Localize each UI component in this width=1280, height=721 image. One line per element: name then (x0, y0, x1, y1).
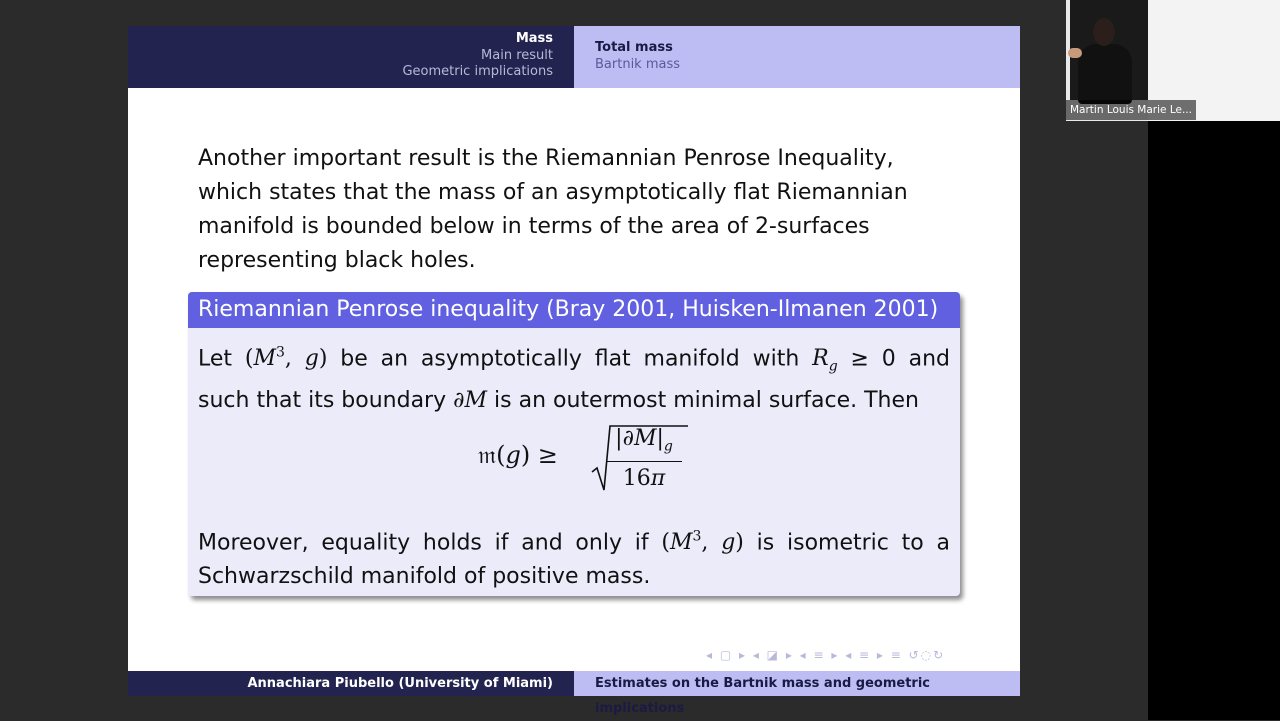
intro-line: Another important result is the Riemannian Penrose Inequality, (198, 146, 894, 171)
nav-subsection-bartnik-mass[interactable]: Bartnik mass (595, 57, 681, 72)
footer-title: Estimates on the Bartnik mass and geometric implications (574, 671, 1020, 696)
speaker-body (1078, 44, 1132, 104)
fraction-numerator: $|\partial M|_g$ (606, 424, 682, 462)
math-manifold-2: ($M^3$, g) (661, 528, 744, 556)
math-manifold: ($M^3$, g) (244, 345, 328, 372)
theorem-line-3 (198, 520, 950, 560)
intro-line: representing black holes. (198, 248, 476, 273)
theorem-geq-zero: ≥ 0 and (850, 346, 950, 372)
speaker-hand (1068, 48, 1082, 58)
theorem-line-1 (198, 336, 950, 384)
presentation-slide (128, 26, 1020, 716)
video-sidebar-area (1148, 121, 1280, 720)
intro-line: manifold is bounded below in terms of the area of 2-surfaces (198, 214, 870, 239)
theorem-be-text: be an asymptotically flat manifold with (340, 346, 800, 372)
theorem-such-that: such that its boundary (198, 387, 447, 413)
speaker-head (1093, 18, 1115, 46)
theorem-moreover: Moreover, equality holds if and only if (198, 530, 649, 556)
footer-author: Annachiara Piubello (University of Miami) (128, 671, 574, 696)
theorem-let: Let (198, 346, 233, 372)
theorem-body (188, 328, 960, 594)
penrose-formula (198, 418, 950, 520)
nav-section-main-result[interactable]: Main result (481, 47, 553, 63)
theorem-outermost: is an outermost minimal surface. Then (494, 387, 919, 413)
theorem-line-4: Schwarzschild manifold of positive mass. (198, 564, 651, 590)
nav-section-mass[interactable]: Mass (515, 31, 553, 46)
formula-fraction (606, 424, 682, 496)
theorem-line-2 (198, 384, 950, 418)
beamer-navigation-icons[interactable]: ◂ ▢ ▸ ◂ ◪ ▸ ◂ ≡ ▸ ◂ ≡ ▸ ≡ ↺◌↻ (706, 648, 946, 662)
header-subsection-nav (574, 26, 1020, 88)
theorem-title: Riemannian Penrose inequality (Bray 2001, Huisken-Ilmanen 2001) (188, 292, 960, 328)
header-section-nav (128, 26, 574, 88)
intro-line: which states that the mass of an asymptotically flat Riemannian (198, 180, 908, 205)
nav-section-geometric-implications[interactable]: Geometric implications (402, 64, 553, 79)
participant-name-label: Martin Louis Marie Le... (1066, 100, 1196, 120)
theorem-block (188, 292, 960, 596)
intro-paragraph (198, 142, 958, 278)
math-boundary: ∂M (453, 387, 488, 413)
formula-lhs: 𝔪(g) ≥ (478, 440, 558, 469)
fraction-denominator: 16π (622, 466, 666, 492)
theorem-isometric: is isometric to a (756, 530, 950, 556)
nav-subsection-total-mass[interactable]: Total mass (595, 40, 673, 55)
math-scalar-curvature: $R_g$ (812, 346, 838, 375)
